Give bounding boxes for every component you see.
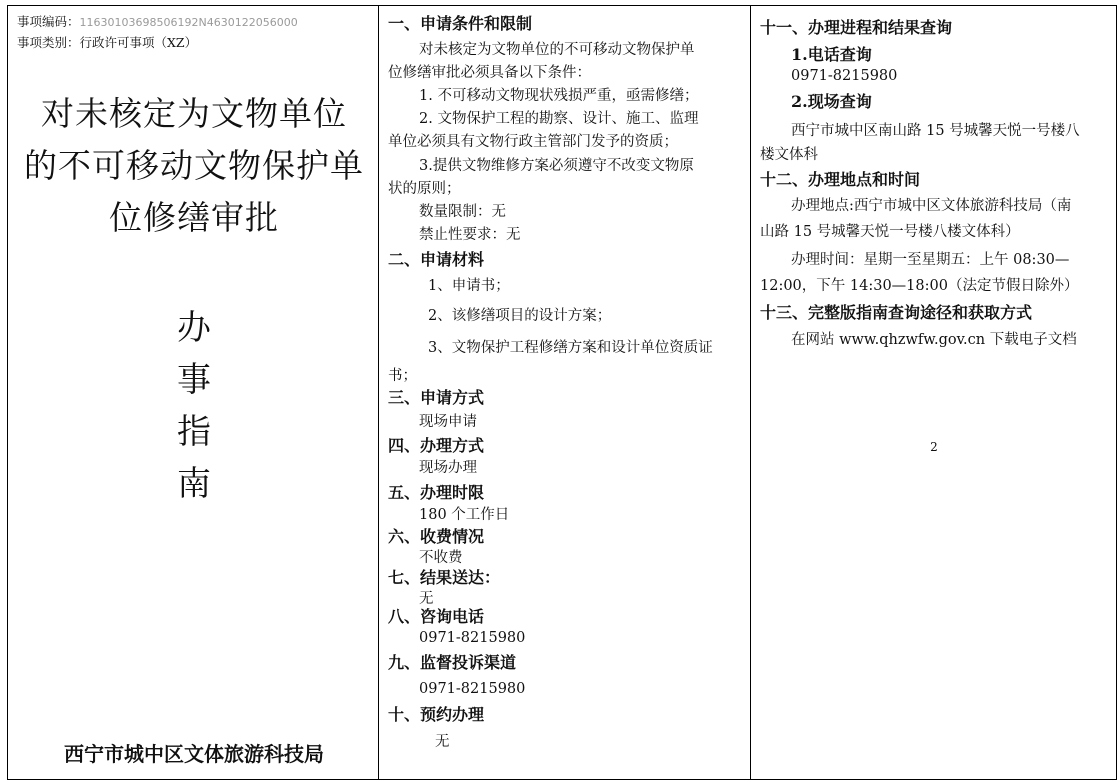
page-number: 2: [930, 440, 938, 454]
item-code: [17, 12, 298, 33]
query-panel: [751, 5, 1117, 780]
item-code-label: 事项编码：: [17, 14, 80, 29]
service-location: 办理地点:西宁市城中区文体旅游科技局（南: [791, 198, 1072, 214]
section-heading: 九、监督投诉渠道: [388, 653, 517, 672]
section-heading: 十三、完整版指南查询途径和获取方式: [760, 303, 1033, 322]
site-address: 西宁市城中区南山路 15 号城馨天悦一号楼八: [791, 123, 1080, 139]
section-heading: 三、申请方式: [388, 388, 485, 407]
condition-item: 状的原则；: [388, 181, 461, 197]
section-text: 对未核定为文物单位的不可移动文物保护单: [419, 42, 695, 58]
section-heading: 六、收费情况: [388, 527, 485, 546]
section-value: 现场申请: [419, 414, 477, 430]
condition-item: 3.提供文物维修方案必须遵守不改变文物原: [419, 158, 694, 174]
material-item: 2、该修缮项目的设计方案；: [428, 308, 612, 324]
cover-panel: [7, 5, 379, 780]
service-hours: 办理时间：星期一至星期五：上午 08:30—: [791, 252, 1070, 268]
item-category: 事项类别：行政许可事项（XZ）: [17, 35, 198, 50]
section-heading: 二、申请材料: [388, 250, 485, 269]
guide-char: 指: [177, 412, 211, 452]
section-heading: 五、办理时限: [388, 483, 485, 502]
section-heading: 八、咨询电话: [388, 607, 485, 626]
service-hours: 12:00，下午 14:30—18:00（法定节假日除外）: [760, 278, 1079, 294]
section-value: 180 个工作日: [419, 507, 510, 523]
section-value: 现场办理: [419, 460, 477, 476]
sections-panel: [379, 5, 751, 780]
section-text: 位修缮审批必须具备以下条件：: [388, 65, 591, 81]
section-value: 无: [419, 591, 434, 607]
guide-char: 南: [177, 464, 211, 504]
material-item: 3、文物保护工程修缮方案和设计单位资质证: [428, 340, 713, 356]
document-title: [16, 88, 372, 244]
material-item: 书；: [388, 368, 417, 384]
section-heading: 十、预约办理: [388, 705, 485, 724]
section-heading: 十一、办理进程和结果查询: [760, 18, 953, 37]
title-line-3: 位修缮审批: [109, 198, 279, 237]
material-item: 1、申请书；: [428, 278, 510, 294]
condition-item: 1. 不可移动文物现状残损严重，亟需修缮；: [419, 88, 699, 104]
guide-char: 办: [177, 308, 211, 348]
query-phone: 0971-8215980: [791, 68, 898, 84]
section-heading: 一、申请条件和限制: [388, 14, 533, 33]
sub-heading: 1.电话查询: [791, 45, 872, 64]
section-value: 无: [435, 734, 450, 750]
service-location: 山路 15 号城馨天悦一号楼八楼文体科）: [760, 224, 1020, 240]
title-line-2: 的不可移动文物保护单: [24, 146, 364, 185]
consult-phone: 0971-8215980: [419, 630, 526, 646]
issuing-organization: 西宁市城中区文体旅游科技局: [64, 742, 324, 766]
site-address: 楼文体科: [760, 147, 818, 163]
section-value: 不收费: [419, 550, 463, 566]
section-heading: 七、结果送达：: [388, 568, 501, 587]
title-line-1: 对未核定为文物单位: [41, 94, 347, 133]
item-code-value: 11630103698506192N4630122056000: [79, 16, 298, 29]
prohibition: 禁止性要求：无: [419, 227, 521, 243]
guide-char: 事: [177, 360, 211, 400]
section-heading: 十二、办理地点和时间: [760, 170, 921, 189]
condition-item: 2. 文物保护工程的勘察、设计、施工、监理: [419, 111, 699, 127]
guide-heading: [8, 302, 380, 510]
condition-item: 单位必须具有文物行政主管部门发予的资质；: [388, 134, 678, 150]
quantity-limit: 数量限制：无: [419, 204, 506, 220]
section-heading: 四、办理方式: [388, 436, 485, 455]
sub-heading: 2.现场查询: [791, 92, 872, 111]
download-info: 在网站 www.qhzwfw.gov.cn 下载电子文档: [791, 332, 1077, 348]
complaint-phone: 0971-8215980: [419, 681, 526, 697]
